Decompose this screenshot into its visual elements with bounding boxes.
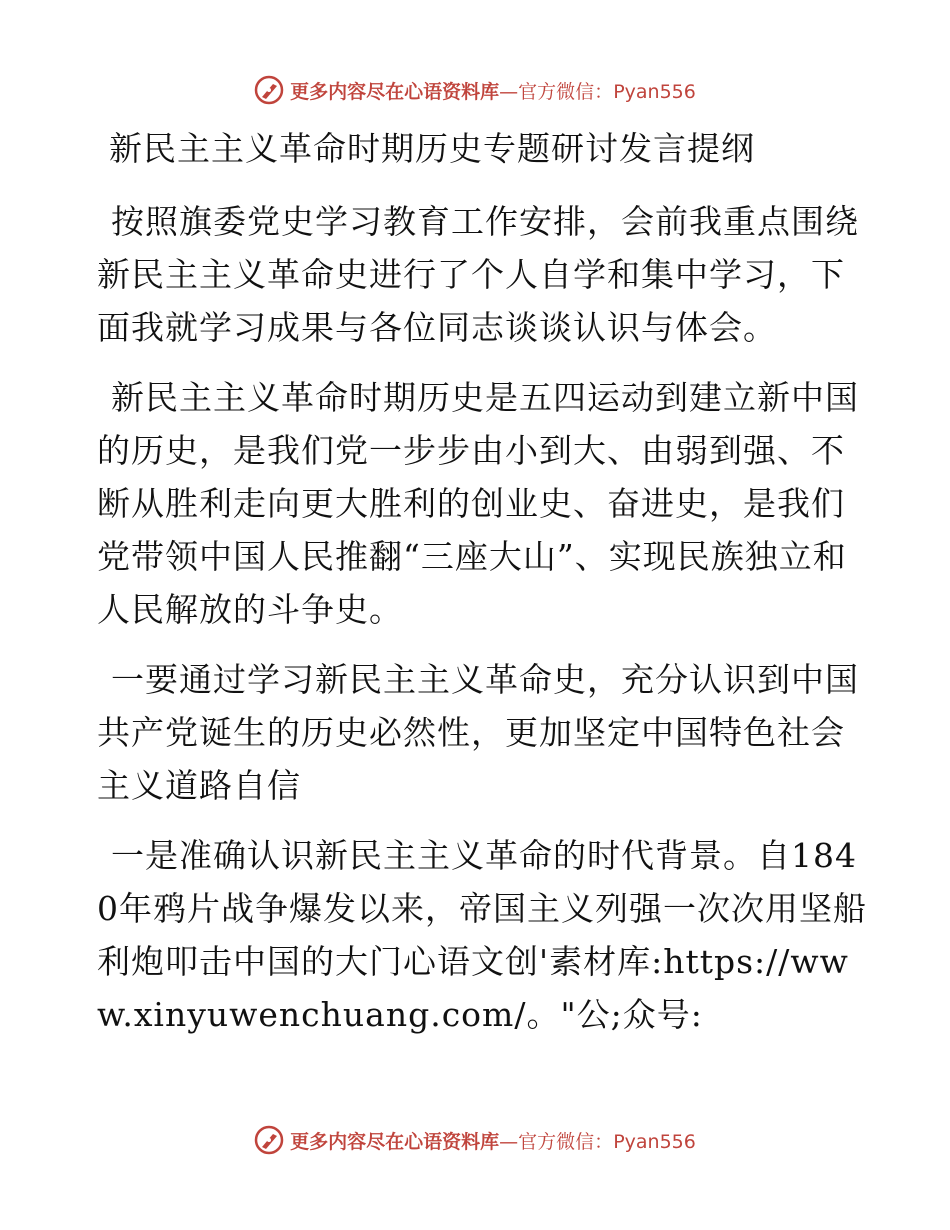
paragraph-background: 一是准确认识新民主主义革命的时代背景。自1840年鸦片战争爆发以来，帝国主义列强一次次用坚船利炮叩击中国的大门心语文创'素材库:https://www.xinyuwenchuang.com/。"公;众号:: [97, 836, 867, 1034]
pen-nib-logo-icon: [254, 75, 284, 105]
watermark-separator: —: [499, 80, 519, 103]
watermark-text: [290, 1127, 696, 1154]
watermark-secondary: 官方微信：: [518, 1130, 614, 1153]
document-body: [97, 122, 867, 1058]
watermark-primary: 更多内容尽在心语资料库: [290, 80, 500, 103]
document-title: 新民主主义革命时期历史专题研讨发言提纲: [109, 129, 755, 168]
paragraph-intro: 按照旗委党史学习教育工作安排，会前我重点围绕新民主主义革命史进行了个人自学和集中学习，下面我就学习成果与各位同志谈谈认识与体会。: [97, 202, 859, 347]
watermark-banner-top: [0, 70, 950, 110]
watermark-primary: 更多内容尽在心语资料库: [290, 1130, 500, 1153]
watermark-wechat-id: Pyan556: [613, 80, 696, 103]
watermark-text: [290, 77, 696, 104]
paragraph-history: 新民主主义革命时期历史是五四运动到建立新中国的历史，是我们党一步步由小到大、由弱到强、不断从胜利走向更大胜利的创业史、奋进史，是我们党带领中国人民推翻“三座大山”、实现民族独立和人民解放的斗争史。: [97, 378, 859, 629]
paragraph-point-one: 一要通过学习新民主主义革命史，充分认识到中国共产党诞生的历史必然性，更加坚定中国特色社会主义道路自信: [97, 660, 859, 805]
watermark-separator: —: [499, 1130, 519, 1153]
watermark-wechat-id: Pyan556: [613, 1130, 696, 1153]
watermark-secondary: 官方微信：: [518, 80, 614, 103]
pen-nib-logo-icon: [254, 1125, 284, 1155]
watermark-banner-bottom: [0, 1120, 950, 1160]
